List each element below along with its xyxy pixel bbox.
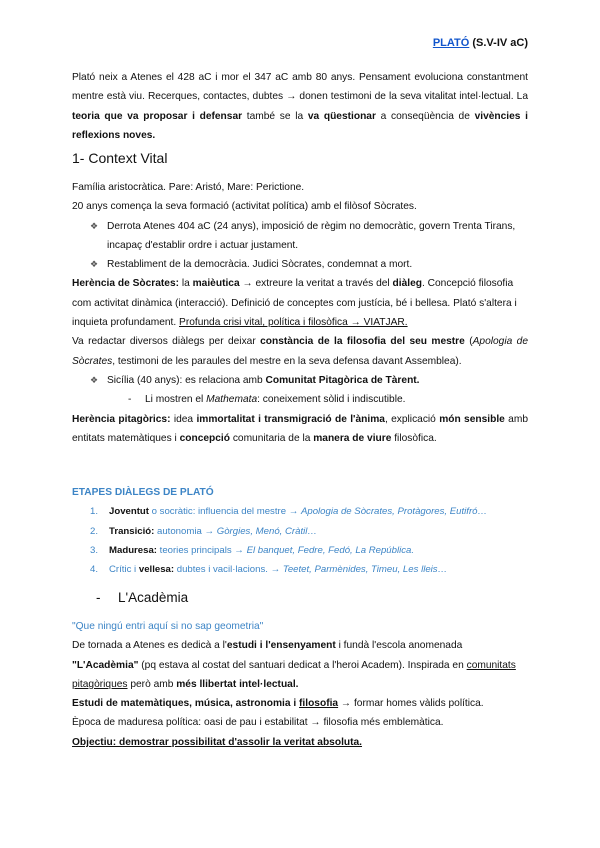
section-title-context: 1- Context Vital — [72, 150, 168, 166]
academy-objective: Objectiu: demostrar possibilitat d'assolir la veritat absoluta. — [72, 736, 363, 748]
dash-item: - Li mostren el Mathemata: coneixement sòlid i indiscutible. — [72, 390, 528, 409]
diamond-bullet-icon: ❖ — [90, 259, 99, 270]
academy-title: - L'Acadèmia — [96, 590, 189, 605]
diamond-bullet-icon: ❖ — [90, 374, 99, 385]
stages-title: ETAPES DIÀLEGS DE PLATÓ — [72, 487, 214, 498]
stage-item: 4. Crític i vellesa: dubtes i vacil·lacions. → Teetet, Parmènides, Timeu, Les lleis… — [90, 564, 448, 576]
formation-line: 20 anys comença la seva formació (activitat política) amb el filòsof Sòcrates. — [72, 201, 417, 213]
stage-item: 2. Transició: autonomia → Gòrgies, Menó, Cràtil… — [90, 525, 317, 537]
header-title-link[interactable]: PLATÓ — [432, 37, 470, 49]
pythagoras-paragraph: Herència pitagòrics: idea immortalitat i transmigració de l'ànima, explicació món sensible amb entitats matemàtiques i concepció comunitaria de la manera de viure filosòfica. — [72, 413, 528, 444]
bullet-item: ❖ Restabliment de la democràcia. Judici Sòcrates, condemnat a mort. — [72, 255, 528, 274]
diamond-bullet-icon: ❖ — [90, 220, 99, 231]
dialogues-paragraph: Va redactar diversos diàlegs per deixar constància de la filosofia del seu mestre (Apologia de Sòcrates, testimoni de les paraules del mestre en la seva defensa davant Assemblea). — [72, 336, 528, 367]
section-context-body — [72, 178, 528, 448]
stages-section — [72, 483, 528, 579]
dash-bullet-icon: - — [128, 394, 132, 406]
academy-quote: "Que ningú entri aquí si no sap geometria" — [72, 621, 264, 632]
academy-paragraph: De tornada a Atenes es dedicà a l'estudi i l'ensenyament i fundà l'escola anomenada "L'Acadèmia" (pq estava al costat del santuari dedicat a l'heroi Academ). Inspirada en comunitats pitagòriques però amb més llibertat intel·lectual. — [72, 640, 516, 690]
socrates-paragraph: Herència de Sòcrates: la maièutica → extreure la veritat a través del diàleg. Concepció filosofia com activitat dinàmica (interacció). Definició de conceptes com justícia, bé i bellesa. Plató s'altera i inquieta profundament. Profunda crisi vital, política i filosòfica → VIATJAR. — [72, 278, 517, 329]
academy-studies: Estudi de matemàtiques, música, astronomia i filosofia → formar homes vàlids política. — [72, 698, 484, 710]
family-line: Família aristocràtica. Pare: Aristó, Mare: Perictione. — [72, 182, 305, 193]
academy-era: Època de maduresa política: oasi de pau i estabilitat → filosofia més emblemàtica. — [72, 717, 444, 729]
page-header — [433, 37, 528, 49]
bullet-item: ❖ Derrota Atenes 404 aC (24 anys), imposició de règim no democràtic, govern Trenta Tirans, incapaç d'establir ordre i actuar justament. — [72, 217, 528, 256]
stage-item: 1. Joventut o socràtic: influencia del mestre → Apologia de Sòcrates, Protàgores, Eutifró… — [90, 506, 488, 518]
academy-section — [72, 617, 528, 752]
bullet-item: ❖ Sicília (40 anys): es relaciona amb Comunitat Pitagòrica de Tàrent. — [72, 371, 528, 390]
dash-bullet-icon: - — [96, 590, 101, 605]
header-period: (S.V-IV aC) — [472, 37, 528, 49]
intro-paragraph: Plató neix a Atenes el 428 aC i mor el 347 aC amb 80 anys. Pensament evoluciona constantment mentre està viu. Recerques, contactes, dubtes → donen testimoni de la seva vitalitat intel·lectual. La teoria que va proposar i defensar també se la va qüestionar a conseqüència de vivències i reflexions noves. — [72, 72, 528, 141]
stage-item: 3. Maduresa: teories principals → El banquet, Fedre, Fedó, La República. — [90, 544, 415, 556]
